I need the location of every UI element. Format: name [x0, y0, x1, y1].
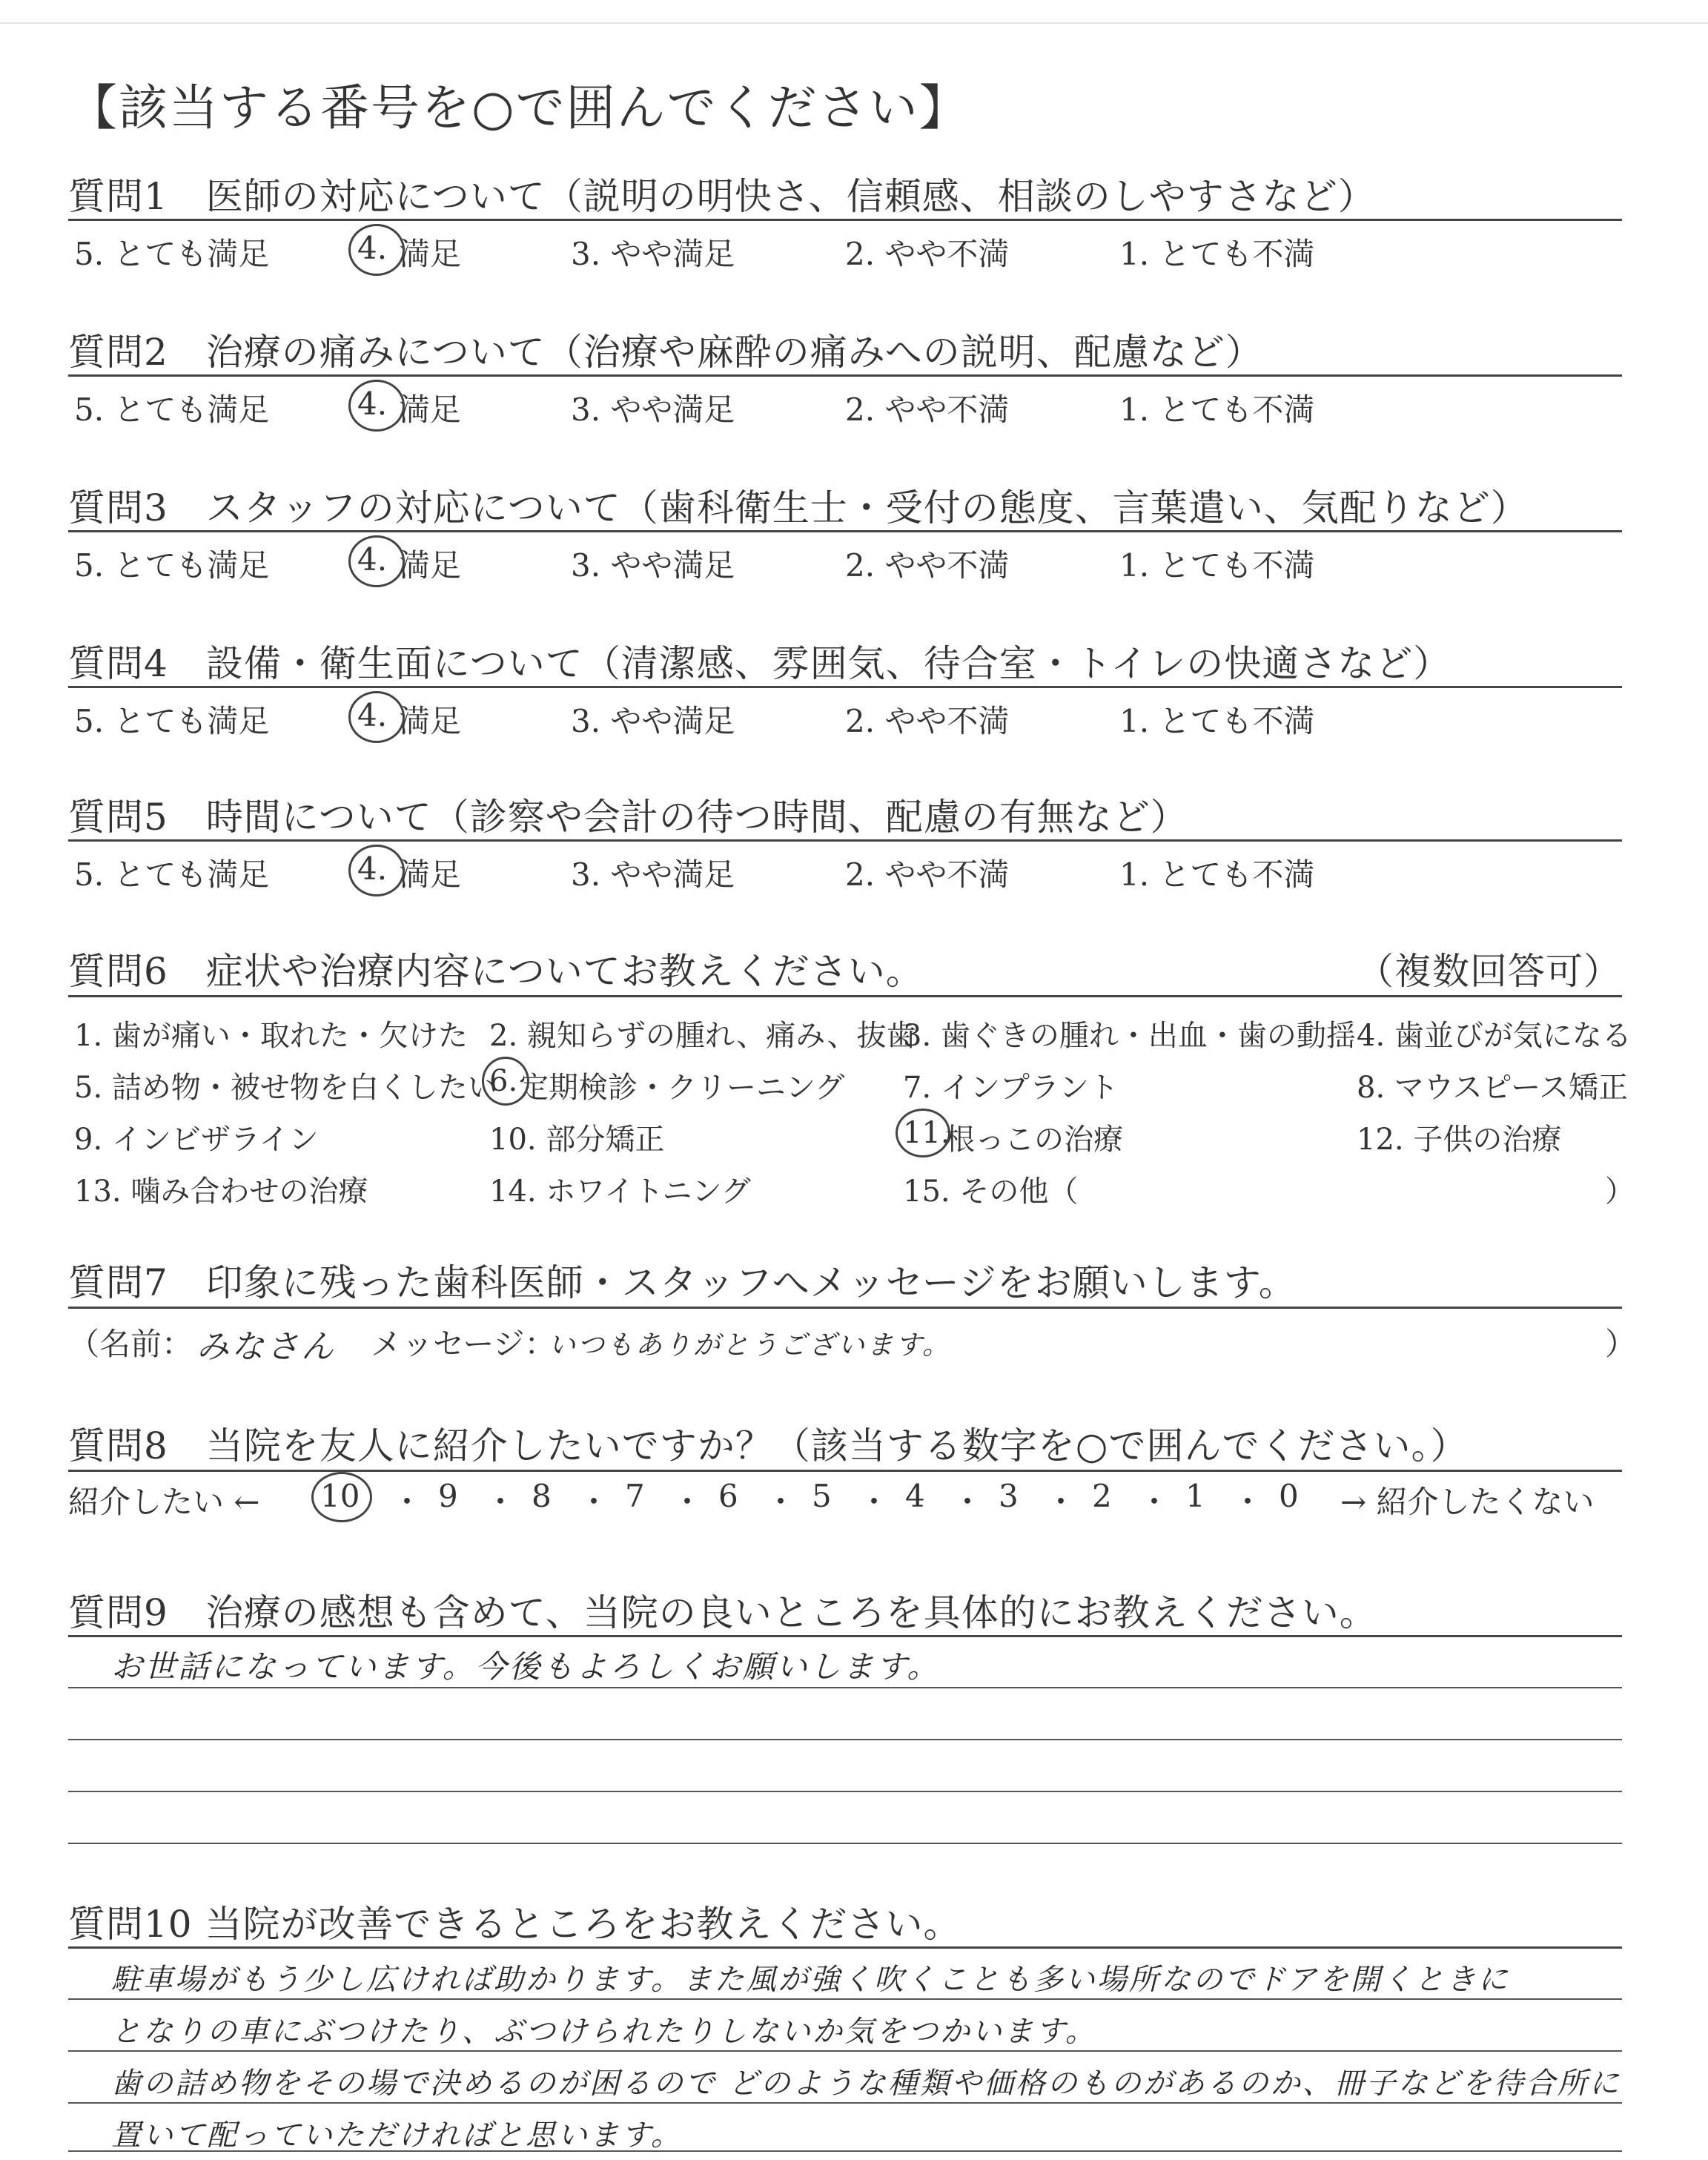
q9-write-line — [68, 1687, 1622, 1688]
q2-option-2[interactable]: 2. やや不満 — [845, 392, 1010, 428]
q1-selection-circle — [348, 224, 405, 276]
q6-rule — [68, 995, 1622, 997]
q6-choice-6-label[interactable]: 定期検診・クリーニング — [519, 1071, 845, 1105]
q4-option-2[interactable]: 2. やや不満 — [845, 703, 1010, 739]
q5-option-5[interactable]: 5. とても満足 — [74, 856, 270, 893]
q8-scale-separator: ・ — [1139, 1484, 1171, 1520]
q8-scale-separator: ・ — [765, 1484, 797, 1520]
q3-option-4-label[interactable]: 満足 — [399, 547, 462, 584]
q6-choice-9[interactable]: 9. インビザライン — [74, 1123, 319, 1157]
q8-scale-separator: ・ — [391, 1484, 423, 1520]
q7-name-value[interactable]: みなさん — [196, 1328, 336, 1366]
q1-title: 質問1 医師の対応について（説明の明快さ、信頼感、相談のしやすさなど） — [68, 175, 1376, 218]
q4-title: 質問4 設備・衛生面について（清潔感、雰囲気、待合室・トイレの快適さなど） — [68, 642, 1452, 685]
q4-option-3[interactable]: 3. やや満足 — [571, 703, 735, 739]
q1-option-2[interactable]: 2. やや不満 — [845, 236, 1010, 272]
q8-title: 質問8 当院を友人に紹介したいですか？（該当する数字を○で囲んでください。） — [68, 1424, 1469, 1467]
q6-choice-5[interactable]: 5. 詰め物・被せ物を白くしたい — [74, 1071, 497, 1105]
q8-scale-5[interactable]: 5 — [812, 1478, 832, 1514]
q5-option-1[interactable]: 1. とても不満 — [1119, 856, 1315, 893]
q8-scale-10[interactable]: 10 — [320, 1478, 360, 1514]
q5-option-3[interactable]: 3. やや満足 — [571, 856, 735, 893]
q8-left-label: 紹介したい ← — [68, 1484, 260, 1520]
q6-choice-2[interactable]: 2. 親知らずの腫れ、痛み、抜歯 — [489, 1019, 916, 1053]
q7-message-value[interactable]: いつもありがとうございます。 — [549, 1330, 952, 1361]
q6-choice-13[interactable]: 13. 噛み合わせの治療 — [74, 1175, 368, 1209]
q3-option-1[interactable]: 1. とても不満 — [1119, 547, 1315, 584]
q6-selection-circle — [482, 1057, 529, 1106]
q9-answer-line-1[interactable]: お世話になっています。今後もよろしくお願いします。 — [111, 1648, 941, 1685]
q10-rule — [68, 1946, 1622, 1949]
q6-choice-12[interactable]: 12. 子供の治療 — [1357, 1123, 1562, 1157]
q2-option-4-number[interactable]: 4. — [357, 386, 388, 422]
q8-scale-9[interactable]: 9 — [438, 1478, 458, 1514]
q10-write-line — [68, 2050, 1622, 2052]
q6-choice-14[interactable]: 14. ホワイトニング — [489, 1175, 751, 1209]
q5-title: 質問5 時間について（診察や会計の待つ時間、配慮の有無など） — [68, 796, 1188, 839]
q4-option-4-label[interactable]: 満足 — [399, 703, 462, 739]
q10-answer-line-2[interactable]: となりの車にぶつけたり、ぶつけられたりしないか気をつかいます。 — [111, 2015, 1097, 2049]
q4-rule — [68, 686, 1622, 688]
q10-title: 質問10 当院が改善できるところをお教えください。 — [68, 1903, 961, 1946]
q2-option-1[interactable]: 1. とても不満 — [1119, 392, 1315, 428]
q3-option-5[interactable]: 5. とても満足 — [74, 547, 270, 584]
q2-selection-circle — [348, 380, 405, 432]
q6-title: 質問6 症状や治療内容についてお教えください。 — [68, 950, 924, 993]
q8-scale-separator: ・ — [1045, 1484, 1077, 1520]
q8-scale-8[interactable]: 8 — [532, 1478, 552, 1514]
q3-selection-circle — [348, 535, 405, 587]
q10-answer-line-3[interactable]: 歯の詰め物をその場で決めるのが困るので どのような種類や価格のものがあるのか、冊子などを待合所に — [111, 2067, 1621, 2101]
q3-option-4-number[interactable]: 4. — [357, 541, 388, 578]
q7-close-paren: ） — [1605, 1326, 1637, 1362]
q8-scale-1[interactable]: 1 — [1185, 1478, 1205, 1514]
q2-option-3[interactable]: 3. やや満足 — [571, 392, 735, 428]
q10-write-line — [68, 2150, 1622, 2152]
q7-message-label: メッセージ： — [371, 1326, 556, 1362]
q3-option-3[interactable]: 3. やや満足 — [571, 547, 735, 584]
q6-choice-7[interactable]: 7. インプラント — [903, 1071, 1119, 1105]
q8-scale-4[interactable]: 4 — [905, 1478, 925, 1514]
q6-choice-6-number[interactable]: 6. — [489, 1064, 518, 1098]
q9-write-line — [68, 1791, 1622, 1792]
q10-write-line — [68, 2102, 1622, 2104]
q8-scale-separator: ・ — [1232, 1484, 1264, 1520]
q2-title: 質問2 治療の痛みについて（治療や麻酔の痛みへの説明、配慮など） — [68, 331, 1263, 374]
q7-name-label: （名前： — [68, 1326, 193, 1362]
q6-choice-15[interactable]: 15. その他（ — [903, 1175, 1079, 1209]
q9-write-line — [68, 1739, 1622, 1740]
q1-option-1[interactable]: 1. とても不満 — [1119, 236, 1315, 272]
q10-answer-line-4[interactable]: 置いて配っていただければと思います。 — [111, 2118, 683, 2153]
q2-option-5[interactable]: 5. とても満足 — [74, 392, 270, 428]
q6-choice-11-label[interactable]: 根っこの治療 — [945, 1123, 1123, 1157]
q8-selection-circle — [311, 1472, 372, 1522]
q1-option-5[interactable]: 5. とても満足 — [74, 236, 270, 272]
q3-title: 質問3 スタッフの対応について（歯科衛生士・受付の態度、言葉遣い、気配りなど） — [68, 486, 1529, 529]
q10-write-line — [68, 1998, 1622, 2000]
q9-title: 質問9 治療の感想も含めて、当院の良いところを具体的にお教えください。 — [68, 1591, 1377, 1634]
q5-option-2[interactable]: 2. やや不満 — [845, 856, 1010, 893]
q8-scale-separator: ・ — [672, 1484, 704, 1520]
top-edge-line — [0, 22, 1708, 24]
q4-option-5[interactable]: 5. とても満足 — [74, 703, 270, 739]
q8-scale-separator: ・ — [858, 1484, 890, 1520]
q6-choice-4[interactable]: 4. 歯並びが気になる — [1357, 1019, 1632, 1053]
q1-rule — [68, 219, 1622, 221]
q5-option-4-number[interactable]: 4. — [357, 851, 388, 887]
q8-scale-3[interactable]: 3 — [999, 1478, 1019, 1514]
q4-selection-circle — [348, 691, 405, 743]
q8-scale-7[interactable]: 7 — [625, 1478, 645, 1514]
q9-write-line — [68, 1843, 1622, 1844]
q5-selection-circle — [348, 845, 405, 896]
q8-scale-separator: ・ — [578, 1484, 610, 1520]
q7-title: 質問7 印象に残った歯科医師・スタッフへメッセージをお願いします。 — [68, 1261, 1297, 1304]
q6-selection-circle — [896, 1109, 950, 1157]
q8-scale-0[interactable]: 0 — [1279, 1478, 1299, 1514]
q2-rule — [68, 374, 1622, 377]
q1-option-4-label[interactable]: 満足 — [399, 236, 462, 272]
q8-scale-6[interactable]: 6 — [718, 1478, 738, 1514]
q8-rule — [68, 1470, 1622, 1472]
q3-option-2[interactable]: 2. やや不満 — [845, 547, 1010, 584]
q8-scale-separator: ・ — [952, 1484, 984, 1520]
q6-choice-10[interactable]: 10. 部分矯正 — [489, 1123, 665, 1157]
q8-scale-2[interactable]: 2 — [1092, 1478, 1112, 1514]
q6-choice-3[interactable]: 3. 歯ぐきの腫れ・出血・歯の動揺 — [903, 1019, 1356, 1053]
q1-option-3[interactable]: 3. やや満足 — [571, 236, 735, 272]
q3-rule — [68, 530, 1622, 532]
q9-rule — [68, 1635, 1622, 1637]
q8-scale-separator: ・ — [485, 1484, 517, 1520]
q6-note: （複数回答可） — [1357, 950, 1621, 993]
q6-choice-8[interactable]: 8. マウスピース矯正 — [1357, 1071, 1629, 1105]
q10-answer-line-1[interactable]: 駐車場がもう少し広ければ助かります。また風が強く吹くことも多い場所なのでドアを開くときに — [111, 1963, 1510, 1997]
q5-option-4-label[interactable]: 満足 — [399, 856, 462, 893]
q4-option-1[interactable]: 1. とても不満 — [1119, 703, 1315, 739]
q6-choice-11-number[interactable]: 11. — [903, 1116, 950, 1150]
q6-choice-15-close[interactable]: ） — [1605, 1175, 1635, 1209]
q4-option-4-number[interactable]: 4. — [357, 697, 388, 733]
q6-choice-1[interactable]: 1. 歯が痛い・取れた・欠けた — [74, 1019, 468, 1053]
q8-right-label: → 紹介したくない — [1340, 1484, 1595, 1520]
q5-rule — [68, 839, 1622, 842]
q7-rule — [68, 1307, 1622, 1309]
q1-option-4-number[interactable]: 4. — [357, 230, 388, 266]
page-header: 【該当する番号を○で囲んでください】 — [68, 79, 970, 136]
q2-option-4-label[interactable]: 満足 — [399, 392, 462, 428]
